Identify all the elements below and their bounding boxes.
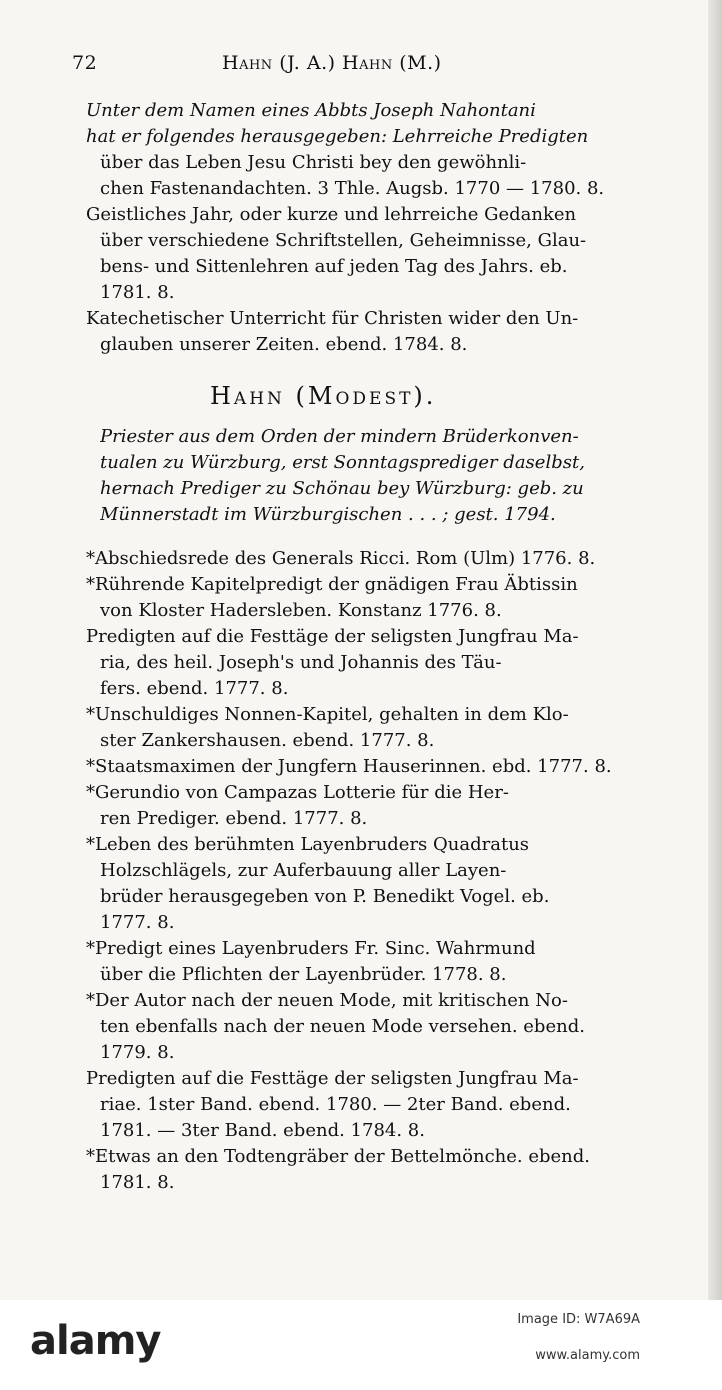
alamy-logo: alamy [30, 1318, 161, 1364]
intro-line: chen Fastenandachten. 3 Thle. Augsb. 1770 — 1780. 8. [100, 178, 605, 199]
works-line: *Der Autor nach der neuen Mode, mit kritischen No- [86, 990, 568, 1011]
intro-line: Geistliches Jahr, oder kurze und lehrreiche Gedanken [86, 204, 577, 225]
works-line: 1781. — 3ter Band. ebend. 1784. 8. [100, 1120, 425, 1141]
works-line: *Abschiedsrede des Generals Ricci. Rom (Ulm) 1776. 8. [86, 548, 596, 569]
works-line: brüder herausgegeben von P. Benedikt Vogel. eb. [100, 886, 550, 907]
works-line: fers. ebend. 1777. 8. [100, 678, 289, 699]
biography-line: tualen zu Würzburg, erst Sonntagsprediger daselbst, [100, 452, 585, 473]
biography-line: Priester aus dem Orden der mindern Brüderkonven- [100, 426, 579, 447]
intro-line: über das Leben Jesu Christi bey den gewöhnli- [100, 152, 527, 173]
works-line: *Gerundio von Campazas Lotterie für die Her- [86, 782, 509, 803]
image-id-label: Image ID: W7A69A [517, 1312, 640, 1327]
intro-line: Katechetischer Unterricht für Christen wider den Un- [86, 308, 579, 329]
intro-line: bens- und Sittenlehren auf jeden Tag des Jahrs. eb. [100, 256, 568, 277]
intro-entries [86, 98, 686, 358]
works-line: Predigten auf die Festtäge der seligsten Jungfrau Ma- [86, 1068, 579, 1089]
biography-paragraph [100, 424, 700, 528]
works-line: 1781. 8. [100, 1172, 175, 1193]
works-line: von Kloster Hadersleben. Konstanz 1776. 8. [100, 600, 502, 621]
works-line: über die Pflichten der Layenbrüder. 1778. 8. [100, 964, 507, 985]
page-edge-shadow [708, 0, 722, 1300]
biography-line: hernach Prediger zu Schönau bey Würzburg: geb. zu [100, 478, 584, 499]
works-line: ren Prediger. ebend. 1777. 8. [100, 808, 368, 829]
works-line: 1779. 8. [100, 1042, 175, 1063]
works-line: ten ebenfalls nach der neuen Mode versehen. ebend. [100, 1016, 585, 1037]
works-line: riae. 1ster Band. ebend. 1780. — 2ter Band. ebend. [100, 1094, 571, 1115]
works-line: Predigten auf die Festtäge der seligsten Jungfrau Ma- [86, 626, 579, 647]
intro-line: hat er folgendes herausgegeben: Lehrreiche Predigten [86, 126, 589, 147]
works-line: ria, des heil. Joseph's und Johannis des Täu- [100, 652, 502, 673]
intro-line: glauben unserer Zeiten. ebend. 1784. 8. [100, 334, 468, 355]
works-line: *Leben des berühmten Layenbruders Quadratus [86, 834, 530, 855]
works-line: *Staatsmaximen der Jungfern Hauserinnen. ebd. 1777. 8. [86, 756, 612, 777]
page-number: 72 [72, 52, 98, 74]
intro-line: über verschiedene Schriftstellen, Geheimnisse, Glau- [100, 230, 587, 251]
works-line: ster Zankershausen. ebend. 1777. 8. [100, 730, 435, 751]
alamy-url: www.alamy.com [535, 1348, 640, 1363]
intro-line: 1781. 8. [100, 282, 175, 303]
works-line: *Rührende Kapitelpredigt der gnädigen Frau Äbtissin [86, 574, 578, 595]
works-list [86, 546, 686, 1196]
works-line: 1777. 8. [100, 912, 175, 933]
page-header [72, 52, 672, 80]
running-title: Hahn (J. A.) Hahn (M.) [222, 52, 442, 74]
works-line: Holzschlägels, zur Auferbauung aller Layen- [100, 860, 507, 881]
section-heading: Hahn (Modest). [210, 382, 437, 410]
intro-line: Unter dem Namen eines Abbts Joseph Nahontani [86, 100, 536, 121]
works-line: *Etwas an den Todtengräber der Bettelmönche. ebend. [86, 1146, 590, 1167]
works-line: *Predigt eines Layenbruders Fr. Sinc. Wahrmund [86, 938, 536, 959]
works-line: *Unschuldiges Nonnen-Kapitel, gehalten in dem Klo- [86, 704, 569, 725]
biography-line: Münnerstadt im Würzburgischen . . . ; gest. 1794. [100, 504, 556, 525]
